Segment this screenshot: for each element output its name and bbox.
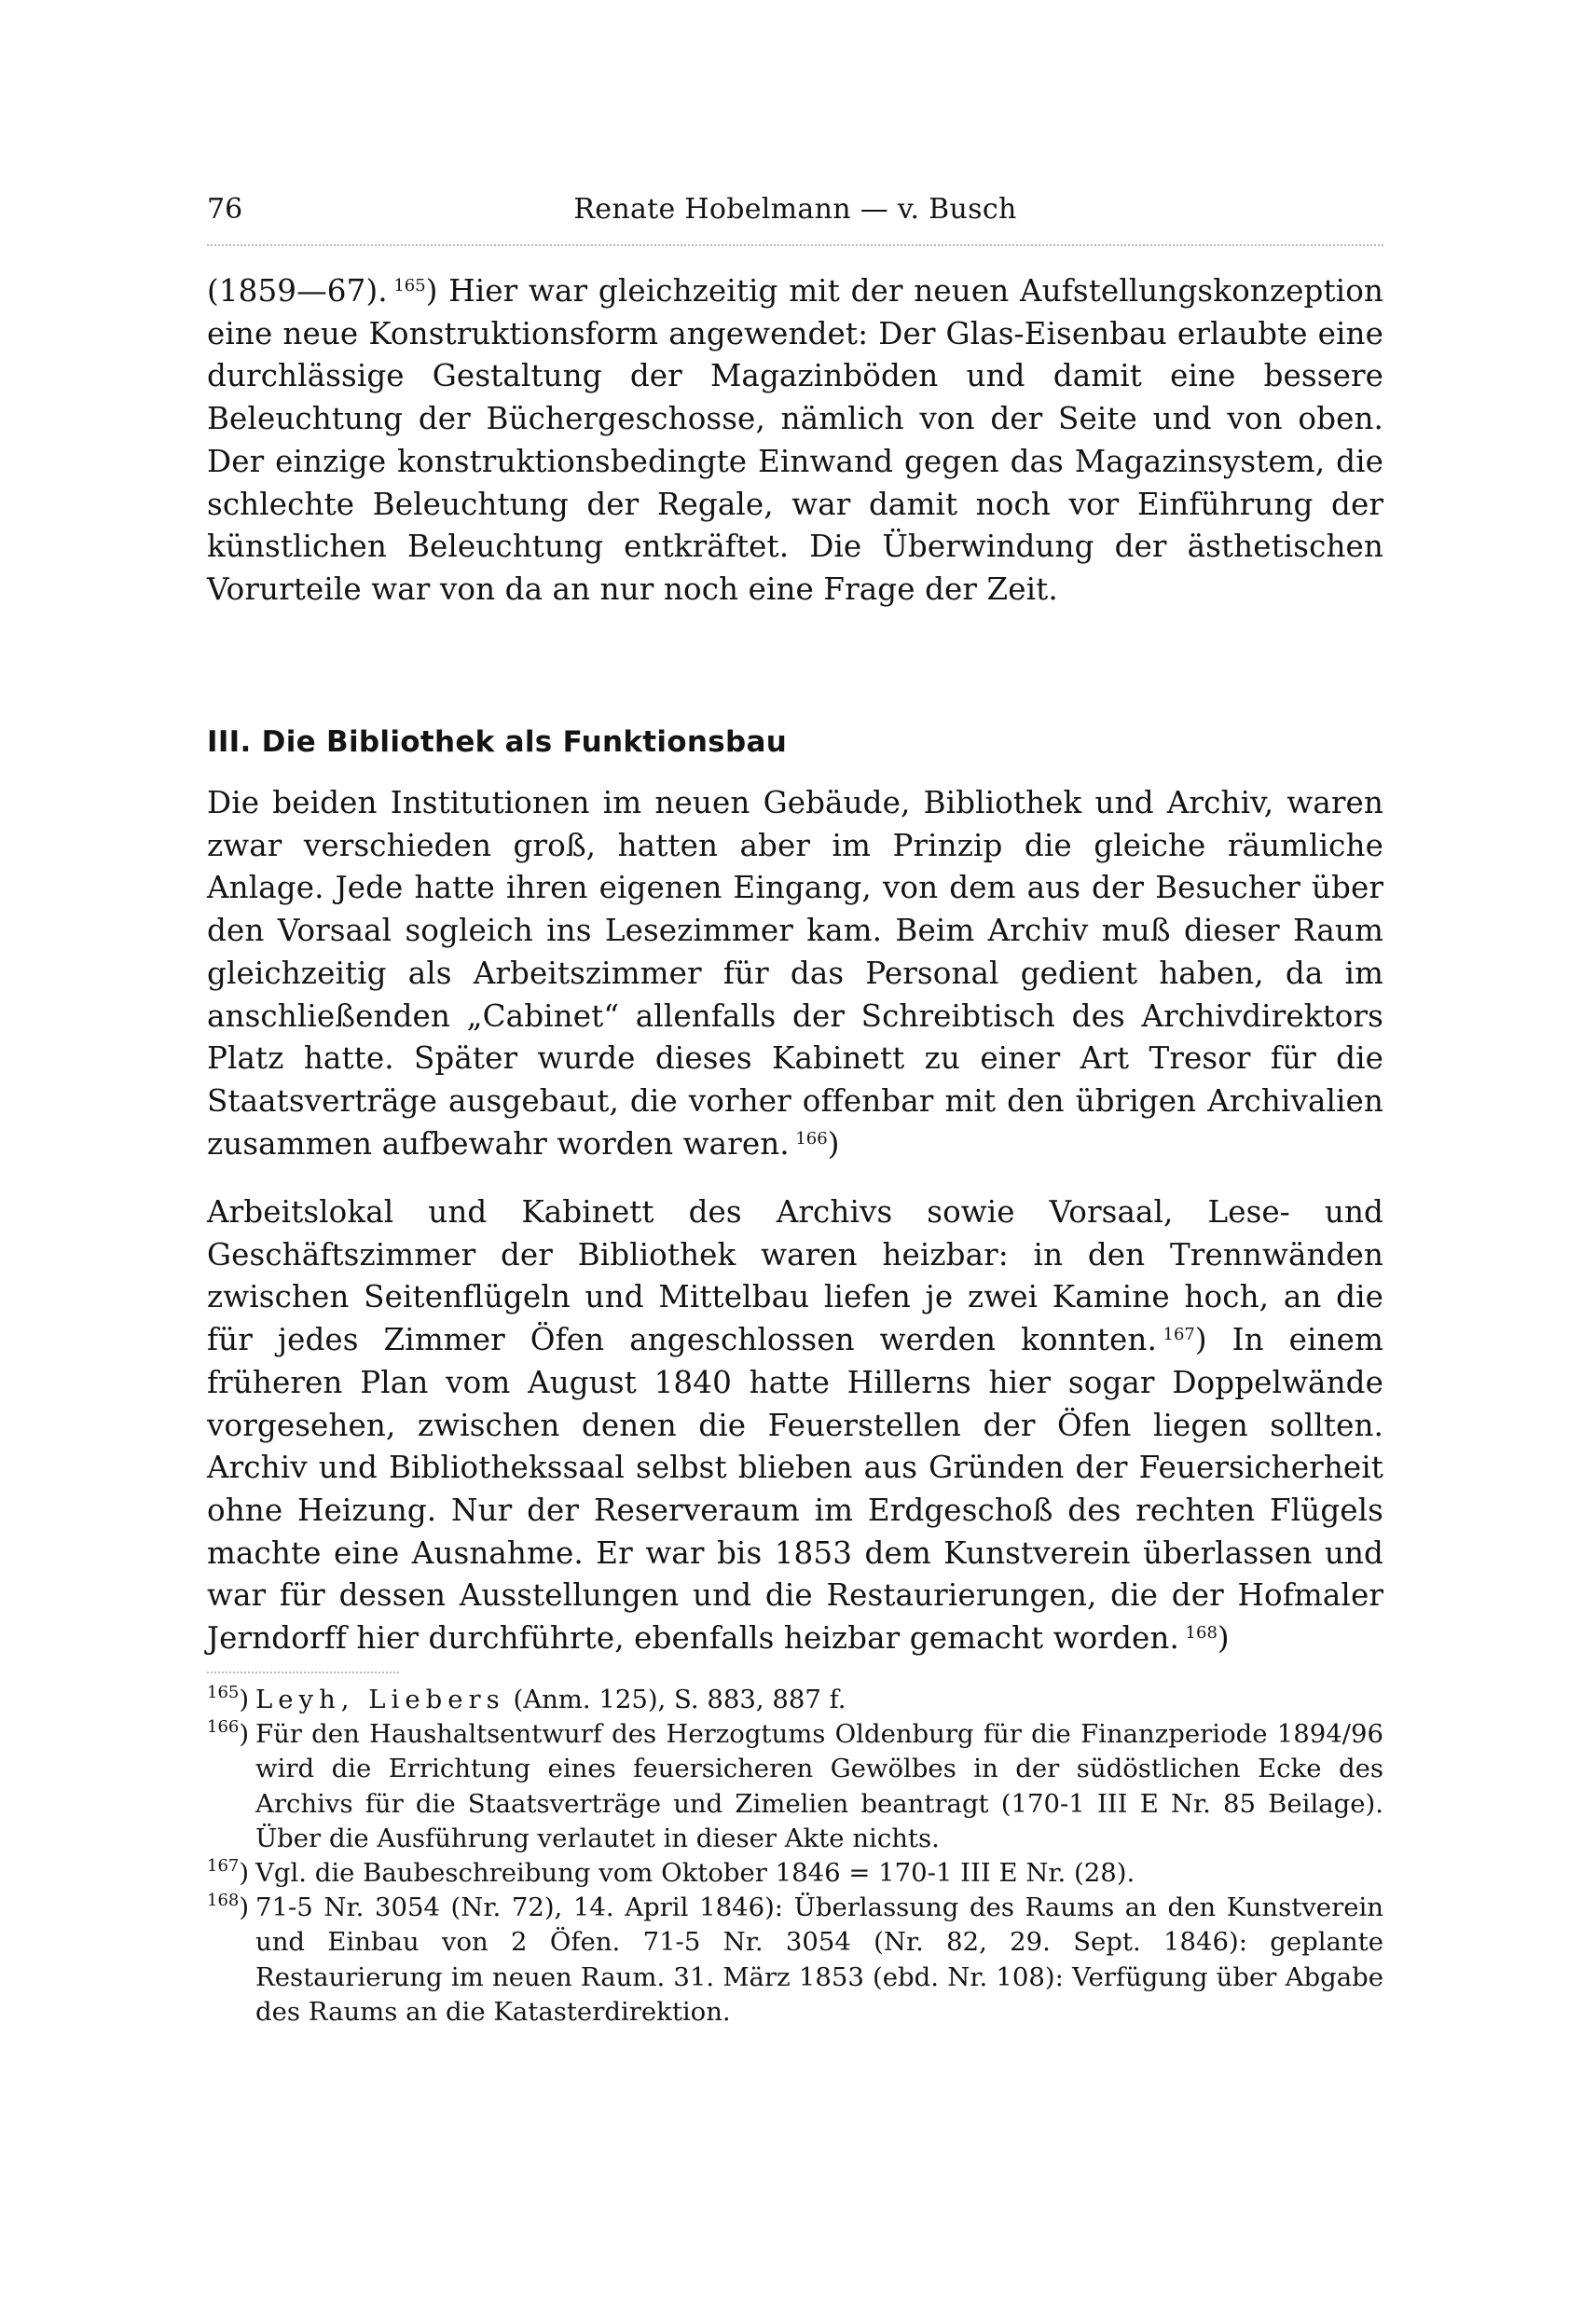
- footnote-text: [255, 1683, 1383, 1717]
- footnote-marker: $^{168}$): [207, 1891, 250, 1923]
- footnote-number: 165: [207, 1683, 240, 1702]
- footnote-marker: $^{167}$): [207, 1856, 250, 1889]
- section-heading: III. Die Bibliothek als Funktionsbau: [207, 725, 788, 759]
- paragraph-3-text-b: ) In einem früheren Plan vom August 1840 hatte Hillerns hier sogar Doppelwände vorgesehen, zwischen denen die Feuerstellen der Öfen liegen sollten. Archiv und Bibliothekssaal selbst blieben aus Gründen der Feuersicherheit ohne Heizung. Nur der Reserveraum im Erdgeschoß des rechten Flügels machte eine Ausnahme. Er war bis 1853 dem Kunstverein überlassen und war für dessen Ausstellungen und die Restaurierungen, die der Hofmaler Jerndorff hier durchführte, ebenfalls heizbar gemacht worden.: [207, 1322, 1383, 1657]
- footnote-number: 168: [207, 1891, 240, 1911]
- header-divider: [207, 244, 1383, 246]
- paragraph-3-end: ): [1217, 1620, 1230, 1657]
- footnote-168: [207, 1891, 1383, 2030]
- footnote-number: 166: [207, 1717, 240, 1738]
- footnote-text: Vgl. die Baubeschreibung vom Oktober 1846 = 170-1 III E Nr. (28).: [255, 1858, 1135, 1889]
- paragraph-3-text-a: Arbeitslokal und Kabinett des Archivs sowie Vorsaal, Lese- und Geschäftszimmer der Bibliothek waren heizbar: in den Trennwänden zwischen Seitenflügeln und Mittelbau liefen je zwei Kamine hoch, an die für jedes Zimmer Öfen angeschlossen werden konnten.: [207, 1194, 1383, 1358]
- paragraph-1: [207, 270, 1383, 612]
- running-title: Renate Hobelmann — v. Busch: [573, 193, 1017, 226]
- paragraph-2: [207, 782, 1383, 1165]
- footnote-ref-168: 168: [1185, 1623, 1218, 1644]
- running-head: [207, 186, 1383, 233]
- footnote-marker: $^{166}$): [207, 1717, 250, 1750]
- paragraph-3: [207, 1191, 1383, 1660]
- footnote-authors: Leyh, Liebers: [255, 1685, 505, 1714]
- footnote-166: [207, 1717, 1383, 1856]
- footnote-165: [207, 1683, 1383, 1717]
- footnotes: [207, 1683, 1383, 2030]
- footnote-divider: [207, 1672, 399, 1673]
- page-number: 76: [207, 193, 243, 226]
- footnote-text: Für den Haushaltsentwurf des Herzogtums Oldenburg für die Finanzperiode 1894/96 wird die Errichtung eines feuersicheren Gewölbes in der südöstlichen Ecke des Archivs für die Staatsverträge und Zimelien beantragt (170-1 III E Nr. 85 Beilage). Über die Ausführung verlautet in dieser Akte nichts.: [255, 1719, 1383, 1853]
- paragraph-2-text: Die beiden Institutionen im neuen Gebäude, Bibliothek und Archiv, waren zwar verschieden groß, hatten aber im Prinzip die gleiche räumliche Anlage. Jede hatte ihren eigenen Eingang, von dem aus der Besucher über den Vorsaal sogleich ins Lesezimmer kam. Beim Archiv muß dieser Raum gleichzeitig als Arbeitszimmer für das Personal gedient haben, da im anschließenden „Cabinet“ allenfalls der Schreibtisch des Archivdirektors Platz hatte. Später wurde dieses Kabinett zu einer Art Tresor für die Staatsverträge ausgebaut, die vorher offenbar mit den übrigen Archivalien zusammen aufbewahr worden waren.: [207, 785, 1383, 1162]
- footnote-marker: $^{165}$): [207, 1683, 250, 1714]
- footnote-167: [207, 1856, 1383, 1891]
- footnote-ref-167: 167: [1163, 1325, 1195, 1345]
- footnote-ref-165: 165: [393, 276, 426, 296]
- paragraph-2-end: ): [827, 1125, 840, 1162]
- footnote-citation: (Anm. 125), S. 883, 887 f.: [504, 1685, 846, 1714]
- footnote-text: 71-5 Nr. 3054 (Nr. 72), 14. April 1846): Überlassung des Raums an den Kunstverein und Einbau von 2 Öfen. 71-5 Nr. 3054 (Nr. 82, 29. Sept. 1846): geplante Restaurierung im neuen Raum. 31. März 1853 (ebd. Nr. 108): Verfügung über Abgabe des Raums an die Katasterdirektion.: [255, 1892, 1383, 2027]
- paragraph-1-start: (1859—67).: [207, 273, 388, 309]
- paragraph-1-text: ) Hier war gleichzeitig mit der neuen Aufstellungskonzeption eine neue Konstruktionsform angewendet: Der Glas-Eisenbau erlaubte eine durchlässige Gestaltung der Magazinböden und damit eine bessere Beleuchtung der Büchergeschosse, nämlich von der Seite und von oben. Der einzige konstruktionsbedingte Einwand gegen das Magazinsystem, die schlechte Beleuchtung der Regale, war damit noch vor Einführung der künstlichen Beleuchtung entkräftet. Die Überwindung der ästhetischen Vorurteile war von da an nur noch eine Frage der Zeit.: [207, 273, 1383, 607]
- footnote-ref-166: 166: [795, 1128, 828, 1149]
- footnote-number: 167: [207, 1856, 240, 1877]
